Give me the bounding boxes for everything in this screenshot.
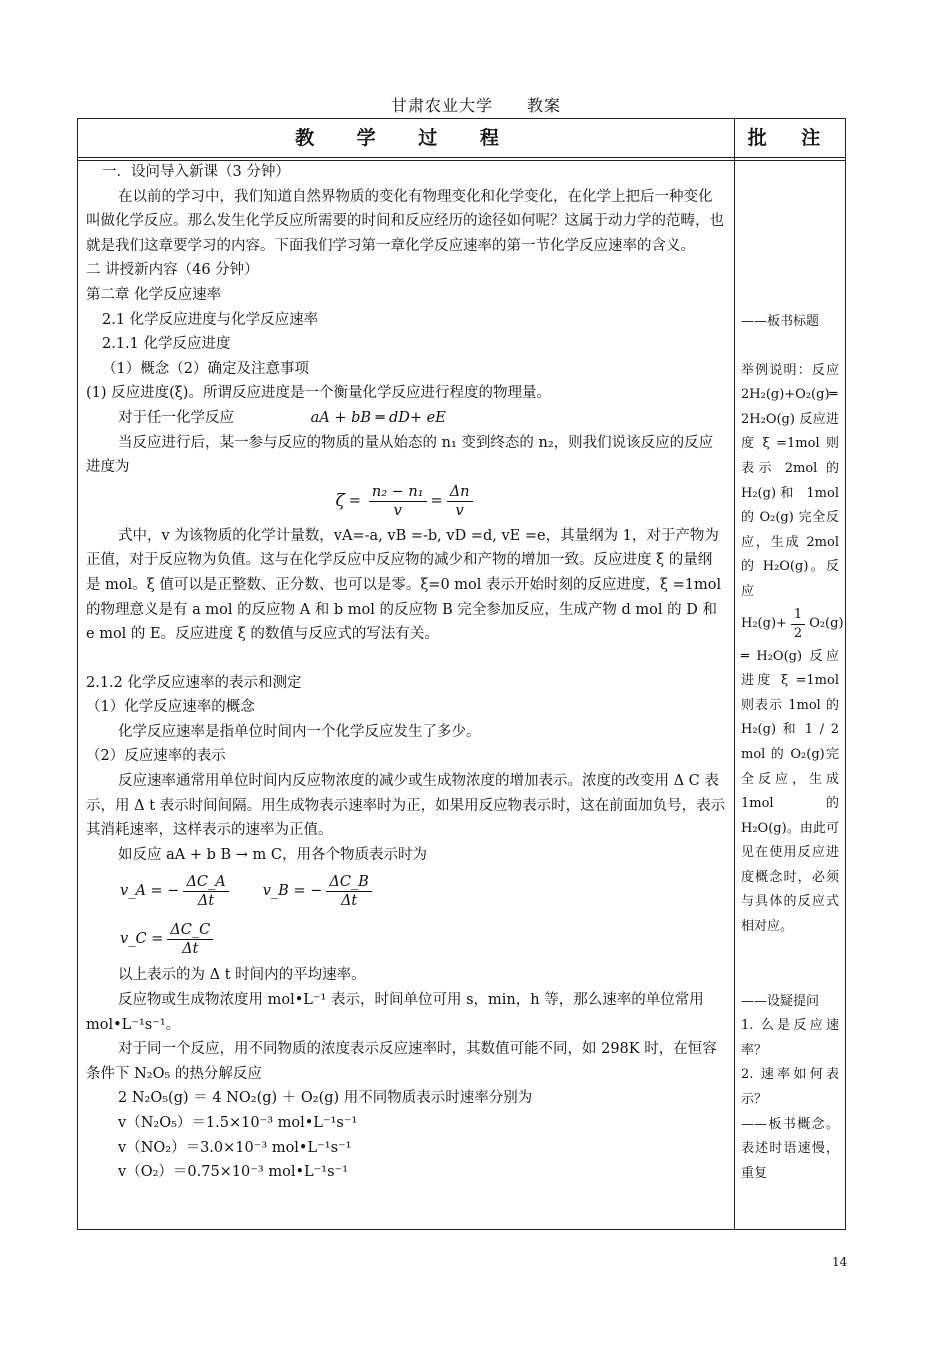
fraction-n-diff: $\frac{\text{n₂ − n₁}}{v}$ bbox=[369, 483, 427, 520]
note-question-2: 2. 速率如何表示？ bbox=[741, 1067, 839, 1108]
example-reaction-line: 如反应 aA + b B → m C，用各个物质表示时为 bbox=[118, 846, 427, 863]
intro-paragraph: 在以前的学习中，我们知道自然界物质的变化有物理变化和化学变化，在化学上把后一种变化叫做化学反应。那么发生化学反应所需要的时间和反应经历的途径如何呢？这属于动力学的范畴，也就是我们这章要学习的内容。下面我们学习第一章化学反应速率的第一节化学反应速率的含义。 bbox=[86, 188, 724, 254]
header-divider bbox=[78, 157, 845, 158]
section-2-1-2-title: 2.1.2 化学反应速率的表示和测定 bbox=[86, 674, 302, 691]
section-new-content-title: 二 讲授新内容（46 分钟） bbox=[86, 262, 259, 279]
page-header bbox=[0, 93, 952, 116]
rate-formula-b: v_B = − $\frac{\Delta C\_B}{\Delta t}$ bbox=[263, 873, 376, 910]
note-board-title: ——板书标题 bbox=[741, 314, 820, 329]
column-header-notes: 批 注 bbox=[747, 127, 835, 149]
column-divider bbox=[734, 119, 735, 1229]
rate-formulas-ab bbox=[86, 867, 726, 915]
note-board-concept: ——板书概念。表述时语速慢，重复 bbox=[741, 1116, 839, 1181]
rate-formula-c: v_C = $\frac{\Delta C\_C}{\Delta t}$ bbox=[120, 921, 217, 958]
rate-unit-paragraph: 反应物或生成物浓度用 mol•L⁻¹ 表示，时间单位可用 s，min，h 等，那么速率的单位常用 mol•L⁻¹s⁻¹。 bbox=[86, 992, 704, 1033]
stoichiometric-coefficient-paragraph: 式中，v 为该物质的化学计量数，vA=-a, vB =-b, vD =d, vE =e，其量纲为 1，对于产物为正值，对于反应物为负值。这与在化学反应中反应物的减少和产物的增加一致。反应进度 ξ 的量纲是 mol。ξ 值可以是正整数、正分数、也可以是零。ξ=0 mol 表示开始时刻的反应进度，ξ =1mol 的物理意义是有 a mol 的反应物 A 和 b mol 的反应物 B 完全参加反应，生成产物 d mol 的 D 和 e mol 的 E。反应进度 ξ 的数值与反应式的写法有关。 bbox=[86, 527, 722, 643]
university-name: 甘肃农业大学 bbox=[390, 96, 493, 115]
general-reaction-intro: 对于任一化学反应 bbox=[118, 409, 234, 426]
chapter-title: 第二章 化学反应速率 bbox=[86, 286, 222, 303]
rate-concept-title: （1）化学反应速率的概念 bbox=[86, 699, 255, 716]
general-reaction-line bbox=[86, 406, 726, 431]
zeta-symbol: ζ bbox=[335, 491, 345, 512]
main-content bbox=[86, 160, 726, 1185]
rate-expression-text: 反应速率通常用单位时间内反应物浓度的减少或生成物浓度的增加表示。浓度的改变用 Δ C 表示，用 Δ t 表示时间间隔。用生成物表示速率时为正，如果用反应物表示时，这在前面加负号，表示其消耗速率，这样表示的速率为正值。 bbox=[86, 773, 726, 839]
general-reaction-equation: aA + bB ═ dD+ eE bbox=[310, 409, 446, 426]
section-intro-title: 一．设问导入新课（3 分钟） bbox=[102, 164, 290, 180]
document-type: 教案 bbox=[527, 96, 562, 115]
reaction-extent-definition: (1) 反应进度(ξ)。所谓反应进度是一个衡量化学反应进行程度的物理量。 bbox=[86, 385, 551, 402]
section-2-1-title: 2.1 化学反应进度与化学反应速率 bbox=[102, 311, 319, 328]
note-example-continued: ═ H₂O(g) 反应进度 ξ =1mol 则表示 1mol 的 H₂(g) 和 1 / 2 mol 的 O₂(g)完全反应，生成 1mol 的 H₂O(g)。由此可见在使用反应进度概念时，必须与具体的反应式相对应。 bbox=[741, 648, 839, 935]
notes-column bbox=[741, 310, 844, 1186]
rate-expression-title: （2）反应速率的表示 bbox=[86, 748, 226, 765]
note-half-reaction: H₂(g)+ $\frac{1}{2}$ O₂(g) bbox=[741, 607, 844, 642]
average-rate-note: 以上表示的为 Δ t 时间内的平均速率。 bbox=[118, 967, 366, 984]
zeta-formula: ζ = $\frac{\text{n₂ − n₁}}{v}$ = $\frac{\Delta n}{v}$ bbox=[86, 480, 726, 524]
rate-n2o5: v（N₂O₅）＝1.5×10⁻³ mol•L⁻¹s⁻¹ bbox=[118, 1115, 358, 1131]
blank-line bbox=[86, 647, 726, 671]
rate-formula-a: v_A = − $\frac{\Delta C\_A}{\Delta t}$ bbox=[120, 873, 233, 910]
rate-formula-c-line bbox=[86, 915, 726, 963]
different-substances-paragraph: 对于同一个反应，用不同物质的浓度表示反应速率时，其数值可能不同，如 298K 时，在恒容条件下 N₂O₅ 的热分解反应 bbox=[86, 1041, 717, 1082]
note-question-1: 1. 么是反应速率？ bbox=[741, 1018, 839, 1058]
reaction-extent-explanation: 当反应进行后，某一参与反应的物质的量从始态的 n₁ 变到终态的 n₂，则我们说该反应的反应进度为 bbox=[86, 434, 714, 476]
note-example: 举例说明：反应 2H₂(g)+O₂(g)═ 2H₂O(g) 反应进度 ξ =1mol 则表示 2mol 的 H₂(g)和 1mol 的 O₂(g) 完全反应，生成 2mol 的 H₂O(g)。反应 bbox=[741, 362, 839, 599]
concept-list: （1）概念（2）确定及注意事项 bbox=[102, 360, 309, 377]
note-question-title: ——设疑提问 bbox=[741, 993, 820, 1009]
column-header-process: 教 学 过 程 bbox=[295, 127, 517, 149]
rate-o2: v（O₂）＝0.75×10⁻³ mol•L⁻¹s⁻¹ bbox=[118, 1164, 349, 1181]
page-number: 14 bbox=[832, 1255, 848, 1269]
rate-no2: v（NO₂）＝3.0×10⁻³ mol•L⁻¹s⁻¹ bbox=[118, 1139, 352, 1156]
rate-concept-text: 化学反应速率是指单位时间内一个化学反应发生了多少。 bbox=[118, 723, 481, 740]
fraction-delta-n: $\frac{\Delta n}{v}$ bbox=[447, 483, 473, 520]
n2o5-reaction: 2 N₂O₅(g) ＝ 4 NO₂(g) ＋ O₂(g) 用不同物质表示时速率分别为 bbox=[118, 1090, 533, 1107]
section-2-1-1-title: 2.1.1 化学反应进度 bbox=[102, 336, 231, 353]
